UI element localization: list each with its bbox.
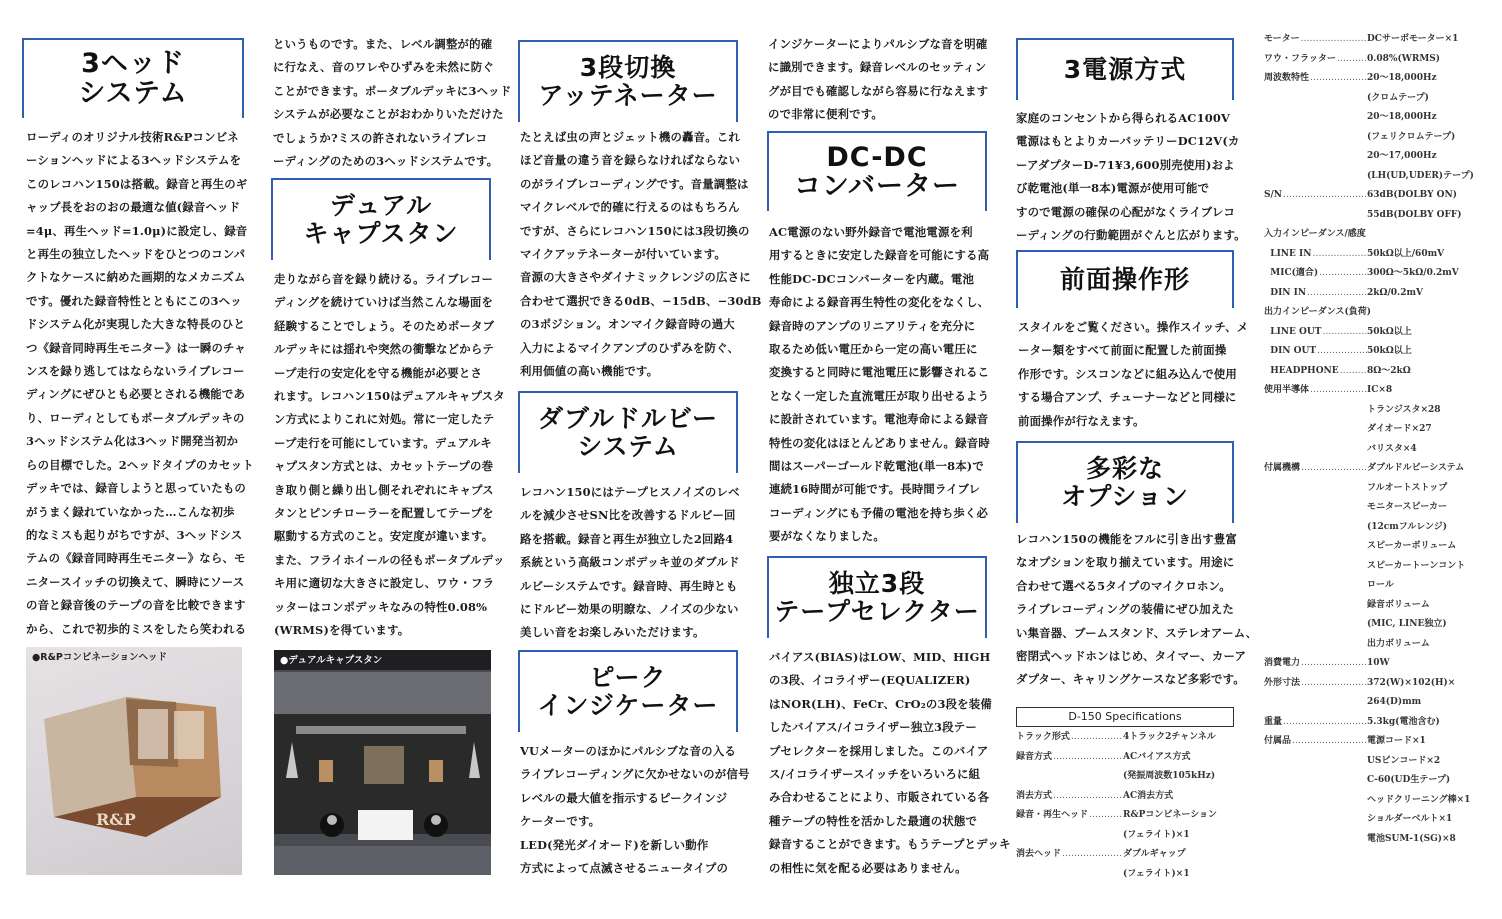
text-line: らの目標でした。2ヘッドタイプのカセット [26,457,254,472]
heading-options: 多彩な オプション [1016,441,1234,523]
photo-caption: ●R&Pコンビネーションヘッド [32,652,167,663]
spec-value [1372,303,1500,323]
spec-value: ダブルギャップ [1123,849,1186,859]
heading-peak-indicator: ピーク インジケーター [518,650,738,732]
text-line: 特性の変化はほとんどありません。録音時 [769,435,990,450]
spec-row [1264,752,1500,772]
spec-key: S/N …………………………………………… [1264,186,1367,206]
spec-value: 20〜17,000Hz [1367,151,1437,161]
text-line: ッターはコンポデッキなみの特性0.08% [274,599,488,614]
photo-dual-capstan [274,650,491,875]
text-line: の3段、イコライザー(EQUALIZER) [769,673,971,688]
spec-row [1264,362,1500,382]
spec-value: ショルダーベルト×1 [1367,814,1453,824]
spec-row [1264,674,1500,694]
text-line: タンとピンチローラーを配置してテープを [274,506,494,521]
spec-key: 録音・再生ヘッド …………………………………………… [1016,806,1123,826]
text-line: 3ヘッドシステム化は3ヘッド開発当初か [26,434,239,449]
text-line: ーター類をすべて前面に配置した前面操 [1018,343,1227,358]
text-line: ルビーシステムです。録音時、再生時とも [520,578,738,593]
spec-key [1264,771,1367,791]
text-line: ンスを録り逃してはならないライブレコー [26,364,245,379]
text-line: また、フライホイールの径もポータブルデッ [274,552,505,567]
spec-row [1264,440,1500,460]
spec-key: 重量 …………………………………………… [1264,713,1367,733]
spec-value: 264(D)mm [1367,697,1422,707]
spec-row [1264,89,1500,109]
spec-value: 電源コード×1 [1367,736,1426,746]
spec-value: 電池SUM-1(SG)×8 [1367,833,1456,844]
text-line: です。優れた録音特性とともにこの3ヘッ [26,293,242,308]
spec-key [1264,830,1367,850]
spec-row [1016,806,1246,826]
text-line: システムが必要なことがおわかりいただけた [273,107,504,122]
text-line: マイクアッテネーターが付いています。 [520,247,727,262]
heading-tape-selector: 独立3段 テープセレクター [767,556,987,638]
spec-row [1264,381,1500,401]
spec-value: スピーカートーンコント [1367,560,1466,571]
text-line: レベルの最大値を指示するピークインジ [520,790,728,805]
spec-key: ワウ・フラッター …………………………………………… [1264,50,1367,70]
spec-key: 出力インピーダンス(負荷) [1264,307,1371,317]
text-line: なオプションを取り揃えています。用途に [1016,555,1235,570]
spec-value: モニタースピーカー [1367,502,1448,512]
spec-value: バリスタ×4 [1367,443,1417,454]
spec-key: 使用半導体 …………………………………………… [1264,381,1367,401]
text-line: たとえば虫の声とジェット機の轟音。これ [520,130,740,144]
text-line: から、これで初歩的ミスをしたら笑われる [26,621,247,636]
text-line: き取り側と繰り出し側それぞれにキャプス [274,482,494,497]
spec-key: LINE OUT …………………………………………… [1264,323,1367,343]
text-line: 種テープの特性を活かした最適の状態で [769,813,978,828]
text-line: と再生の独立したヘッドをひとつのコンパ [26,247,246,262]
spec-key: DIN IN …………………………………………… [1264,284,1367,304]
text-line: マイクレベルで的確に行えるのはもちろん [520,200,740,215]
spec-value: 63dB(DOLBY ON) [1367,190,1457,200]
spec-value: (発振周波数105kHz) [1123,771,1216,781]
text-line: 経験することでしょう。そのためポータブ [274,318,495,333]
text-line: み合わせることにより、市販されている各 [769,790,990,805]
text-line: ャプスタン方式とは、カセットテープの巻 [274,459,494,474]
spec-value: 5.3kg(電池含む) [1367,716,1440,727]
spec-key [1264,576,1367,596]
spec-row [1264,518,1500,538]
text-line: ですが、さらにレコハン150には3段切換の [520,223,750,238]
spec-row [1264,596,1500,616]
text-line: 駆動する方式のこと。安定度が違います。 [274,529,494,544]
spec-value: ダイオード×27 [1367,424,1432,434]
text-line: コーディングにも予備の電池を持ち歩く必 [769,505,989,520]
spec-key [1016,865,1123,885]
spec-key: 外形寸法 …………………………………………… [1264,674,1367,694]
text-line: り、ローディとしてもポータブルデッキの [26,410,245,425]
spec-row [1264,576,1500,596]
spec-key: 録音方式 …………………………………………… [1016,748,1123,768]
text-line: ルデッキには揺れや突然の衝撃などからテ [274,342,494,357]
text-line: つ《録音同時再生モニター》は一瞬のチャ [26,340,246,355]
text-line: ので非常に便利です。 [768,107,883,122]
spec-value: (LH(UD,UDER)テープ) [1367,170,1474,181]
text-line: プセレクターを採用しました。このバイア [769,743,989,758]
text-line: ス/イコライザースイッチをいろいろに組 [769,767,981,782]
text-line: に設計されています。電池寿命による録音 [769,412,989,427]
text-line: 美しい音をお楽しみいただけます。 [520,625,705,640]
text-line: れます。レコハン150はデュアルキャプスタ [274,389,505,404]
text-line: の3ポジション。オンマイク録音時の過大 [520,317,735,332]
spec-value: 0.08%(WRMS) [1367,53,1441,64]
head-illustration [26,647,242,875]
spec-key: トラック形式 …………………………………………… [1016,728,1123,748]
spec-list-left [1016,728,1246,884]
text-line: ニタースイッチの切換えて、瞬時にソース [26,574,245,589]
heading-double-dolby: ダブルドルビー システム [518,391,738,473]
spec-key [1016,826,1123,846]
spec-value: USピンコード×2 [1367,755,1441,766]
spec-value: 10W [1367,658,1390,668]
text-line: 系統という高級コンポデッキ並のダブルド [520,555,740,570]
text-line: ーアダプターD-71¥3,600別売使用)およ [1016,157,1235,172]
text-line: 的なミスも起りがちですが、3ヘッドシス [26,527,243,542]
text-line: ーディングの行動範囲がぐんと広がります。 [1016,228,1246,243]
spec-row [1264,635,1500,655]
text-line: でしょうか?ミスの許されないライブレコ [273,130,488,145]
text-line: バイアス(BIAS)はLOW、MID、HIGH [769,650,991,664]
spec-key [1264,440,1367,460]
heading-front-panel: 前面操作形 [1016,250,1234,308]
spec-row [1264,830,1500,850]
text-line: 入力によるマイクアンプのひずみを防ぐ、 [520,340,740,355]
spec-row [1264,342,1500,362]
spec-row [1016,865,1246,885]
spec-row [1016,728,1246,748]
spec-row [1264,557,1500,577]
spec-value: 50kΩ以上 [1367,326,1412,337]
text-line: このレコハン150は搭載。録音と再生のギ [26,176,248,191]
text-line: ープ走行を可能にしています。デュアルキ [274,435,492,450]
spec-row [1016,767,1246,787]
spec-key [1264,128,1367,148]
spec-row [1016,826,1246,846]
text-line: 録音することができます。もうテープとデッキ [769,837,1011,852]
heading-dcdc-converter: DC-DC コンバーター [767,131,987,211]
spec-row [1264,420,1500,440]
photo-rp-combination-head [26,647,242,875]
spec-value: 20〜18,000Hz [1367,73,1437,83]
text-line: がうまく録れていなかった…こんな初歩 [26,504,235,519]
text-line: クトなケースに納めた画期的なメカニズム [26,270,246,285]
paragraph-dual-capstan [274,268,505,643]
spec-row [1264,186,1500,206]
spec-row [1264,810,1500,830]
spec-row [1264,732,1500,752]
spec-value: 55dB(DOLBY OFF) [1367,209,1462,220]
spec-row [1016,787,1246,807]
text-line: い集音器、ブームスタンド、ステレオアーム、 [1016,625,1258,640]
text-line: に行なえ、音のワレやひずみを未然に防ぐ [273,60,494,75]
text-line: 要がなくなりました。 [769,529,885,544]
spec-value: IC×8 [1367,385,1393,395]
text-line: 合わせて選択できる0dB、−15dB、−30dB [520,293,762,308]
paragraph-tape-selector [769,646,1011,880]
text-line: ローディのオリジナル技術R&Pコンビネ [26,130,239,144]
spec-row [1264,693,1500,713]
spec-value: 録音ボリューム [1367,599,1430,610]
text-line: キ用に適切な大きさに設定し、ワウ・フラ [274,576,495,591]
spec-key [1264,635,1367,655]
spec-row [1264,303,1500,323]
spec-key [1264,596,1367,616]
capstan-illustration [274,650,491,875]
text-line: AC電源のない野外録音で電池電源を利 [769,225,973,239]
paragraph-peak-indicator-continued [768,33,988,127]
spec-key [1264,167,1367,187]
spec-value: ACバイアス方式 [1123,751,1191,762]
text-line: び乾電池(単一8本)電源が使用可能で [1016,181,1210,196]
spec-value: 50kΩ以上 [1367,346,1412,356]
spec-value: 出力ボリューム [1367,638,1430,649]
spec-row [1264,147,1500,167]
text-line: 利用価値の高い機能です。 [520,364,659,379]
spec-row [1264,264,1500,284]
text-line: 変換すると同時に電池電圧に影響されるこ [769,365,990,380]
spec-key [1264,557,1367,577]
spec-list-right [1264,30,1500,849]
text-line: ドシステム化が実現した大きな特長のひと [26,317,246,332]
spec-key [1264,752,1367,772]
spec-key: HEADPHONE …………………………………………… [1264,362,1367,382]
spec-row [1264,615,1500,635]
text-line: デッキでは、録音しようと思っていたもの [26,481,246,496]
text-line: 連続16時間が可能です。長時間ライブレ [769,482,981,497]
text-line: の音と録音後のテープの音を比較できます [26,598,246,613]
spec-value: フルオートストップ [1367,482,1448,493]
text-line: 合わせて選べる5タイプのマイクロホン。 [1016,578,1231,593]
text-line: となく一定した直流電圧が取り出せるよう [769,388,990,403]
text-line: 性能DC-DCコンバーターを内蔵。電池 [769,271,975,286]
paragraph-dcdc-converter [769,221,990,549]
text-line: ことができます。ポータブルデッキに3ヘッド [273,83,512,98]
spec-row [1264,791,1500,811]
text-line: VUメーターのほかにパルシブな音の入る [520,744,736,758]
spec-value: R&Pコンビネーション [1123,810,1218,820]
spec-value: 372(W)×102(H)× [1367,677,1456,688]
spec-key [1264,615,1367,635]
spec-row [1016,748,1246,768]
spec-value: 2kΩ/0.2mV [1367,287,1423,298]
spec-row [1016,845,1246,865]
text-line: のがライブレコーディングです。音量調整は [520,176,749,191]
spec-key: 入力インピーダンス/感度 [1264,229,1366,239]
text-line: 間はスーパーゴールド乾電池(単一8本)で [769,459,984,474]
text-line: ーディングのための3ヘッドシステムです。 [273,154,499,169]
spec-row [1264,128,1500,148]
text-line: ほど音量の違う音を録らなければならない [520,153,741,168]
spec-value: 8Ω〜2kΩ [1367,365,1411,376]
spec-row [1264,771,1500,791]
spec-row [1264,30,1500,50]
paragraph-front-panel [1018,316,1248,433]
spec-key: 消去方式 …………………………………………… [1016,787,1123,807]
text-line: 走りながら音を録り続ける。ライブレコー [274,272,494,286]
text-line: 録音時のアンプのリニアリティを充分に [769,318,976,333]
text-line: ディングを続けていけば当然こんな場面を [274,295,494,310]
specifications-title: D-150 Specifications [1016,707,1234,727]
spec-key [1264,147,1367,167]
spec-key: DIN OUT …………………………………………… [1264,342,1367,362]
heading-three-power: 3電源方式 [1016,38,1234,100]
text-line: 用するときに安定した録音を可能にする高 [769,248,990,263]
text-line: はNOR(LH)、FeCr、CrO₂の3段を装備 [769,696,992,711]
spec-row [1264,284,1500,304]
photo-caption: ●デュアルキャプスタン [280,655,383,666]
spec-value: 4トラック2チャンネル [1123,732,1216,742]
spec-key [1264,206,1367,226]
text-line: レコハン150にはテープヒスノイズのレベ [520,485,740,499]
text-line: に識別できます。録音レベルのセッティン [768,60,987,75]
spec-key [1264,498,1367,518]
text-line: =4μ、再生ヘッド=1.0μ)に設定し、録音 [26,223,248,238]
spec-value: C-60(UD生テープ) [1367,775,1451,785]
spec-value: スピーカーボリューム [1367,541,1457,551]
text-line: 電源はもとよりカーバッテリーDC12V(カ [1016,134,1240,149]
text-line: LED(発光ダイオード)を新しい動作 [520,837,709,852]
text-line: ープ走行の安定化を守る機能が必要とさ [274,365,483,380]
spec-row [1264,69,1500,89]
heading-dual-capstan: デュアル キャプスタン [271,178,491,260]
spec-key [1264,479,1367,499]
spec-value: (12cmフルレンジ) [1367,521,1448,532]
paragraph-options [1016,528,1257,692]
heading-attenuator: 3段切換 アッテネーター [518,40,738,122]
text-line: ディングにぜひとも必要とされる機能であ [26,387,246,402]
text-line: ライブレコーディングの装備にぜひ加えた [1016,602,1234,617]
spec-row [1264,654,1500,674]
text-line: スタイルをご覧ください。操作スイッチ、メ [1018,320,1249,334]
spec-key: 消去ヘッド …………………………………………… [1016,845,1123,865]
spec-value: ダブルドルビーシステム [1367,463,1465,473]
spec-value: DCサーボモーター×1 [1367,34,1459,44]
text-line: グが目でも確認しながら容易に行なえます [768,83,989,98]
text-line: 家庭のコンセントから得られるAC100V [1016,111,1230,125]
paragraph-double-dolby [520,481,740,645]
spec-value: AC消去方式 [1123,790,1174,801]
spec-value: 300Ω〜5kΩ/0.2mV [1367,268,1459,278]
spec-key [1016,767,1123,787]
spec-value: (フェリクロムテープ) [1367,131,1456,142]
spec-key [1264,791,1367,811]
text-line: (WRMS)を得ています。 [274,623,410,638]
text-line: ダプター、キャリングケースなど多彩です。 [1016,672,1245,687]
paragraph-peak-indicator [520,740,750,880]
spec-value: (フェライト)×1 [1123,868,1190,879]
spec-key [1264,537,1367,557]
text-line: ケーターです。 [520,814,601,829]
text-line: ルを減少させSN比を改善するドルビー回 [520,508,736,523]
spec-key [1264,401,1367,421]
spec-row [1264,167,1500,187]
svg-text:R&P: R&P [96,810,136,829]
spec-row [1264,537,1500,557]
spec-value: (MIC, LINE独立) [1367,619,1447,629]
spec-key: MIC(適合) …………………………………………… [1264,264,1367,284]
spec-row [1264,225,1500,245]
spec-key [1264,420,1367,440]
spec-value: (フェライト)×1 [1123,829,1190,840]
text-line: 密閉式ヘッドホンはじめ、タイマー、カーア [1016,649,1247,664]
spec-key [1264,518,1367,538]
text-line: すので電源の確保の心配がなくライブレコ [1016,204,1236,219]
spec-key [1264,89,1367,109]
spec-key: モーター …………………………………………… [1264,30,1367,50]
spec-value: (クロムテープ) [1367,92,1429,103]
text-line: インジケーターによりパルシブな音を明確 [768,37,988,51]
spec-row [1264,323,1500,343]
spec-key: 付属品 …………………………………………… [1264,732,1367,752]
text-line: にドルビー効果の明瞭な、ノイズの少ない [520,602,739,617]
spec-value: ヘッドクリーニング棒×1 [1367,794,1471,805]
spec-row [1264,401,1500,421]
text-line: 方式によって点滅させるニュータイプの [520,861,729,876]
spec-row [1264,50,1500,70]
spec-value: トランジスタ×28 [1367,404,1441,415]
text-line: というものです。また、レベル調整が的確 [273,37,493,51]
spec-row [1264,713,1500,733]
text-line: ーションヘッドによる3ヘッドシステムを [26,153,242,168]
text-line: レコハン150の機能をフルに引き出す豊富 [1016,532,1237,546]
spec-key [1264,810,1367,830]
heading-three-head-system: 3ヘッド システム [22,38,244,118]
spec-key [1264,693,1367,713]
spec-row [1264,206,1500,226]
paragraph-attenuator [520,126,762,383]
text-line: したバイアス/イコライザー独立3段テー [769,720,977,735]
spec-row [1264,245,1500,265]
text-line: の相性に気を配る必要はありません。 [769,860,967,875]
text-line: ライブレコーディングに欠かせないのが信号 [520,767,750,782]
text-line: 作形です。シスコンなどに組み込んで使用 [1018,366,1237,381]
spec-key: 周波数特性 …………………………………………… [1264,69,1367,89]
text-line: する場合アンプ、チューナーなどと同様に [1018,390,1237,405]
spec-row [1264,498,1500,518]
spec-key: LINE IN …………………………………………… [1264,245,1367,265]
text-line: 取るため低い電圧から一定の高い電圧に [769,342,978,357]
spec-value: 50kΩ以上/60mV [1367,248,1445,259]
spec-row [1264,108,1500,128]
paragraph-three-head-system [26,126,254,641]
spec-key: 消費電力 …………………………………………… [1264,654,1367,674]
spec-value: ロール [1367,580,1394,590]
text-line: 前面操作が行なえます。 [1018,413,1145,428]
spec-key: 付属機構 …………………………………………… [1264,459,1367,479]
text-line: テムの《録音同時再生モニター》なら、モ [26,551,246,566]
text-line: 寿命による録音再生特性の変化をなくし、 [769,295,990,310]
text-line: 音源の大きさやダイナミックレンジの広さに [520,270,751,285]
spec-row [1264,479,1500,499]
spec-row [1264,459,1500,479]
text-line: 路を搭載。録音と再生が独立した2回路4 [520,531,734,546]
spec-value: 20〜18,000Hz [1367,112,1437,122]
spec-key [1264,108,1367,128]
spec-value [1367,225,1500,245]
paragraph-three-power [1016,107,1246,247]
text-line: ン方式によりこれに対処。常に一定したテ [274,412,495,427]
text-line: ャップ長をおのおの最適な値(録音ヘッド [26,200,241,215]
paragraph-three-head-continued [273,33,511,173]
